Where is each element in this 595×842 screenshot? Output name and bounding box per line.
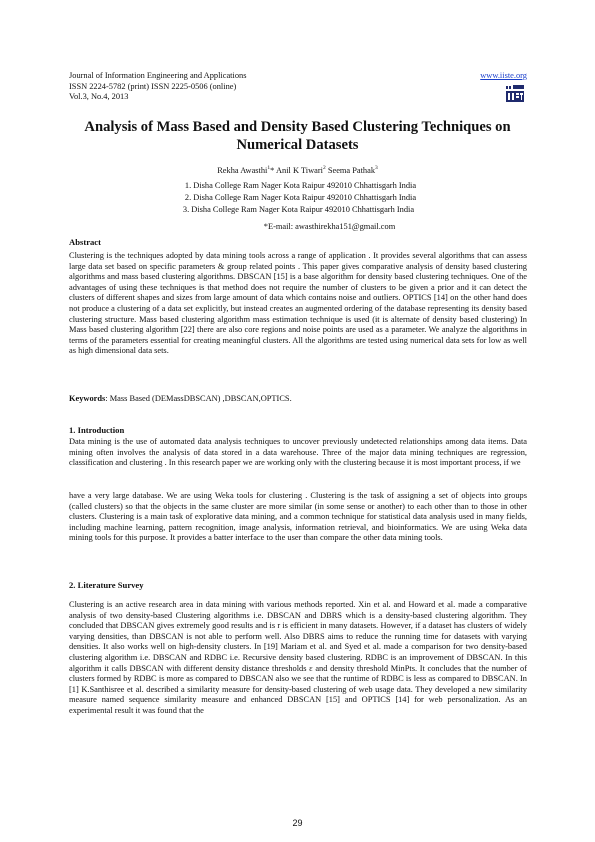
author-2: Anil K Tiwari xyxy=(274,165,323,175)
journal-volume: Vol.3, No.4, 2013 xyxy=(69,92,129,101)
keywords-list: : Mass Based (DEMassDBSCAN) ,DBSCAN,OPTICS. xyxy=(105,394,292,403)
page-number: 29 xyxy=(292,818,303,828)
corresponding-mark: * xyxy=(270,165,275,175)
author-3-affil: 3 xyxy=(375,165,378,171)
abstract-text: Clustering is the techniques adopted by data mining tools across a range of application . It provides several algorithms that can assess large data set based on specific parameters & group related points . This paper gives comparative analysis of density based clustering algorithms and mass based clustering algorithms. DBSCAN [15] is a base algorithm for density based clustering techniques. One of the advantages of using these techniques is that method does not require the number of clusters to be given a prior and it can detect the clusters of different shapes and sizes from large amount of data which contains noise and outliers. OPTICS [14] on the other hand does not produce a clustering of a data set explicitly, but instead creates an augmented ordering of the database representing its density based clustering structure. Mass based clustering algorithm mass estimation technique is used (it is alternate of density based clustering) In Mass based clustering algorithm [22] there are also core regions and noise points are used as a parameter. We analyze the algorithms in terms of the parameters essential for creating meaningful clusters. All the algorithms are tested using numerical data sets for low as well as high dimensional data sets. xyxy=(69,251,527,356)
introduction-paragraph-1: Data mining is the use of automated data analysis techniques to uncover previously undetected relationships among data items. Data mining often involves the analysis of data stored in a data warehouse. Three of the major data mining techniques are regression, classification and clustering . In this research paper we are working only with the clustering because it is most important process, if we xyxy=(69,437,527,468)
journal-info xyxy=(69,71,246,103)
keywords-label: Keywords xyxy=(69,394,106,403)
literature-survey-heading: 2. Literature Survey xyxy=(69,580,144,590)
introduction-heading: 1. Introduction xyxy=(69,425,125,435)
journal-name: Journal of Information Engineering and Applications xyxy=(69,71,247,80)
paper-title: Analysis of Mass Based and Density Based Clustering Techniques on Numerical Datasets xyxy=(84,119,511,153)
keywords xyxy=(69,394,292,403)
affiliation-2: 2. Disha College Ram Nager Kota Raipur 492010 Chhattisgarh India xyxy=(184,193,417,202)
affiliations xyxy=(0,180,595,216)
author-2-affil: 2 xyxy=(322,165,326,171)
literature-survey-paragraph: Clustering is an active research area in data mining with various methods reported. Xin et al. and Howard et al. made a comparative analysis of two density-based Clustering algorithms i.e. DBSCAN and DBRS which is a density-based clustering algorithm. They concluded that DBSCAN gives extremely good results and is r is efficient in many datasets. However, if a dataset has clusters of widely varying densities, than DBSCAN is not able to perform well. Also DBRS aims to reduce the running time for datasets with varying densities. It also works well on high-density clusters. In [19] Mariam et al. and Syed et al. made a comparison for two density-based clustering algorithm i.e. DBSCAN and RDBC i.e. Recursive density based clustering. RDBC is an improvement of DBSCAN. In this algorithm it calls DBSCAN with different density distance thresholds ε and density threshold MinPts. It concludes that the number of clusters formed by RDBC is more as compared to DBSCAN also we see that the runtime of RDBC is less as compared to DBSCAN. In [1] K.Santhisree et al. described a similarity measure for density-based clustering of web usage data. They developed a new similarity measure named sequence similarity measure and enhanced DBSCAN [15] and OPTICS [14] for web personalization. As an experimental result it was found that the xyxy=(69,600,527,715)
author-3: Seema Pathak xyxy=(325,165,376,175)
author-1-affil: 1 xyxy=(267,165,271,171)
author-1: Rekha Awasthi xyxy=(217,165,268,175)
website-link[interactable]: www.iiste.org xyxy=(480,71,527,80)
introduction-paragraph-2: have a very large database. We are using Weka tools for clustering . Clustering is the task of assigning a set of objects into groups (called clusters) so that the objects in the same cluster are more similar (in some sense or another) to each other than to those in other clusters. Clustering is a main task of explorative data mining, and a common technique for statistical data analysis used in many fields, including machine learning, pattern recognition, image analysis, information retrieval, and bioinformatics. We are using Weka data mining tools for this purpose. It provides a batter interface to the user than compare the other data mining tools. xyxy=(69,491,527,543)
abstract-heading: Abstract xyxy=(69,237,101,247)
contact-email: *E-mail: awasthirekha151@gmail.com xyxy=(263,222,396,231)
iiste-logo xyxy=(505,84,525,103)
authors-line xyxy=(0,165,595,175)
affiliation-3: 3. Disha College Ram Nager Kota Raipur 492010 Chhattisgarh India xyxy=(182,205,415,214)
journal-issn: ISSN 2224-5782 (print) ISSN 2225-0506 (online) xyxy=(69,81,237,91)
affiliation-1: 1. Disha College Ram Nager Kota Raipur 492010 Chhattisgarh India xyxy=(184,181,417,190)
